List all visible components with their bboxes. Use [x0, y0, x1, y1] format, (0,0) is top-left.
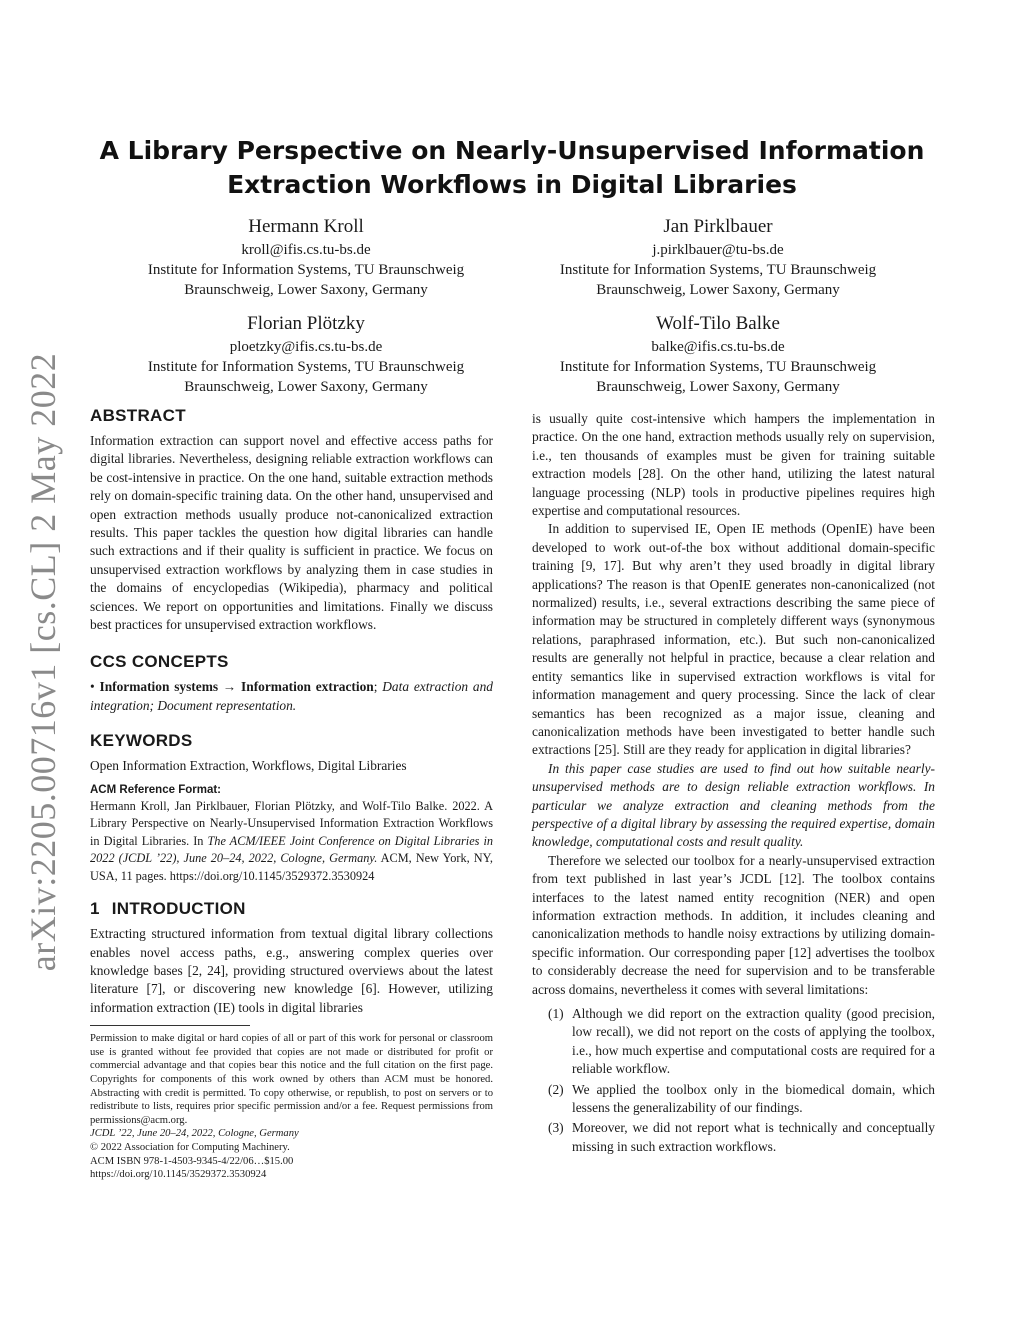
- intro-heading-text: INTRODUCTION: [111, 899, 246, 919]
- author-affiliation: Institute for Information Systems, TU Braunschweig: [559, 359, 877, 375]
- author-email: j.pirklbauer@tu-bs.de: [652, 242, 784, 258]
- intro-paragraph-1: Extracting structured information from textual digital library collections enables novel access paths, e.g., answering complex queries over knowledge bases [2, 24], providing structured overviews about the latest literature [7], or discovering new knowledge [6]. However, utilizing information extraction (IE) tools in digital libraries: [90, 926, 493, 1015]
- list-item-number: (3): [548, 1120, 564, 1136]
- author-name: Wolf-Tilo Balke: [656, 313, 780, 334]
- acm-reference-venue: The ACM/IEEE Joint Conference on Digital Libraries in 2022 (JCDL ’22), June 20–24, 2022, Cologne, Germany.: [90, 833, 494, 866]
- list-item: [532, 1005, 935, 1079]
- author-block-kroll: [96, 214, 516, 300]
- list-item-text: We applied the toolbox only in the biomedical domain, which lessens the generalizability of our findings.: [572, 1081, 935, 1116]
- title-line-1: A Library Perspective on Nearly-Unsupervised Information: [99, 136, 925, 165]
- intro-paragraph-4: Therefore we selected our toolbox for a nearly-unsupervised extraction from text published in last year’s JCDL [12]. The toolbox contains interfaces to the latest named entity recognition (NER) and open information extraction methods. In addition, it includes cleaning and canonicalization methods to handle noisy extractions by utilizing domain-specific information. Our corresponding paper [12] advertises the toolbox to considerably decrease the need for supervision and to be transferable across domains, nevertheless it comes with several limitations:: [532, 852, 935, 997]
- author-name: Hermann Kroll: [248, 216, 364, 237]
- ccs-italic: Data extraction and integration; Document representation.: [90, 679, 493, 713]
- author-name: Jan Pirklbauer: [663, 216, 773, 237]
- intro-paragraph-1-continued: is usually quite cost-intensive which hampers the implementation in practice. On the one hand, extraction methods usually rely on supervision, i.e., ten thousands of examples must be given for training suitable extraction models [28]. On the other hand, utilizing the latest natural language processing (NLP) tools in productive pipelines requires high expertise and computational resources.: [532, 411, 935, 519]
- list-item-number: (1): [548, 1006, 564, 1021]
- footnote-rule: [90, 1025, 250, 1026]
- keywords-text: Open Information Extraction, Workflows, Digital Libraries: [90, 758, 407, 774]
- intro-paragraph-2: In addition to supervised IE, Open IE methods (OpenIE) have been developed to work out-of-the box without additional domain-specific training [9, 17]. But why aren’t they used broadly in digital library applications? The reason is that OpenIE generates non-canonicalized (not normalized) results, i.e., several extractions describing the same piece of information may be structured in completely different ways (synonymous relations, paraphrased information, etc.). But such non-canonicalized results are generally not helpful in practice, because a clear relation and entity semantics like in supervised extraction workflows is vital for information management and query processing. Since the lack of clear semantics has been recognized as a major issue, cleaning and canonicalization methods have been investigated to better handle such extractions [25]. Still are they ready for application in digital libraries?: [532, 521, 935, 758]
- footer-conference: JCDL ’22, June 20–24, 2022, Cologne, Germany: [90, 1128, 299, 1140]
- author-location: Braunschweig, Lower Saxony, Germany: [184, 282, 428, 298]
- list-item: [532, 1119, 935, 1156]
- acm-reference-heading: ACM Reference Format:: [90, 783, 221, 796]
- author-block-pirklbauer: [508, 214, 928, 300]
- ccs-bullet: •: [90, 679, 95, 695]
- arxiv-identifier-text: arXiv:2205.00716v1 [cs.CL] 2 May 2022: [23, 352, 63, 972]
- list-item-number: (2): [548, 1081, 564, 1097]
- footer-isbn: ACM ISBN 978-1-4503-9345-4/22/06…$15.00: [90, 1155, 294, 1167]
- abstract-heading: ABSTRACT: [90, 406, 186, 425]
- author-block-balke: [508, 311, 928, 397]
- ccs-bold: Information systems → Information extraction: [99, 679, 374, 695]
- author-affiliation: Institute for Information Systems, TU Braunschweig: [559, 262, 877, 278]
- keywords-heading: KEYWORDS: [90, 731, 193, 751]
- limitations-list: [532, 1005, 935, 1156]
- author-location: Braunschweig, Lower Saxony, Germany: [184, 379, 428, 395]
- author-name: Florian Plötzky: [247, 313, 365, 334]
- acm-reference-part2: ACM, New York, NY, USA, 11 pages. https://doi.org/10.1145/3529372.3530924: [90, 851, 493, 883]
- acm-reference-text: [90, 798, 493, 886]
- right-column: [532, 410, 935, 1158]
- author-affiliation: Institute for Information Systems, TU Braunschweig: [147, 262, 465, 278]
- ccs-separator: ;: [373, 679, 383, 695]
- author-email: ploetzky@ifis.cs.tu-bs.de: [229, 339, 383, 355]
- footer-copyright: © 2022 Association for Computing Machinery.: [90, 1141, 290, 1153]
- list-item: [532, 1081, 935, 1118]
- arxiv-identifier: [15, 352, 71, 972]
- footer-doi: https://doi.org/10.1145/3529372.3530924: [90, 1169, 267, 1181]
- left-column: [90, 406, 493, 1182]
- ccs-heading: CCS CONCEPTS: [90, 652, 229, 672]
- permission-notice: Permission to make digital or hard copies of all or part of this work for personal or classroom use is granted without fee provided that copies are not made or distributed for profit or commercial advantage and that copies bear this notice and the full citation on the first page. Copyrights for components of this work owned by others than ACM must be honored. Abstracting with credit is permitted. To copy otherwise, or republish, to post on servers or to redistribute to lists, requires prior specific permission and/or a fee. Request permissions from permissions@acm.org.: [90, 1033, 493, 1126]
- paper-title: [90, 134, 934, 202]
- author-affiliation: Institute for Information Systems, TU Braunschweig: [147, 359, 465, 375]
- intro-heading: [90, 899, 493, 919]
- list-item-text: Although we did report on the extraction quality (good precision, low recall), we did not report on the costs of applying the toolbox, i.e., how much expertise and computational costs are required for a reliable workflow.: [572, 1006, 935, 1077]
- acm-reference-part1: Hermann Kroll, Jan Pirklbauer, Florian Plötzky, and Wolf-Tilo Balke. 2022. A Library Perspective on Nearly-Unsupervised Information Extraction Workflows in Digital Libraries. In: [90, 798, 493, 848]
- title-line-2: Extraction Workflows in Digital Libraries: [227, 170, 797, 199]
- author-email: kroll@ifis.cs.tu-bs.de: [241, 242, 371, 258]
- ccs-concepts: [90, 678, 493, 715]
- abstract-text: Information extraction can support novel and effective access paths for digital libraries. Nevertheless, designing reliable extraction workflows can be cost-intensive in practice. On the one hand, suitable extraction methods rely on domain-specific training data. On the other hand, unsupervised and open extraction methods usually produce not-canonicalized extraction results. This paper tackles the question how digital libraries can handle such extractions and if their quality is sufficient in practice. We focus on unsupervised extraction workflows by analyzing them in case studies in the domains of encyclopedias (Wikipedia), pharmacy and political sciences. We report on opportunities and limitations. Finally we discuss best practices for unsupervised extraction workflows.: [90, 433, 493, 633]
- author-email: balke@ifis.cs.tu-bs.de: [651, 339, 785, 355]
- author-location: Braunschweig, Lower Saxony, Germany: [596, 379, 840, 395]
- intro-section-number: 1: [90, 899, 100, 919]
- list-item-text: Moreover, we did not report what is technically and conceptually missing in such extraction workflows.: [572, 1120, 935, 1154]
- author-block-ploetzky: [96, 311, 516, 397]
- intro-paragraph-3: In this paper case studies are used to find out how suitable nearly-unsupervised methods are to design reliable extraction workflows. In particular we analyze extraction and cleaning methods from the perspective of a digital library by assessing the required expertise, domain knowledge, computational costs and result quality.: [532, 760, 935, 850]
- author-location: Braunschweig, Lower Saxony, Germany: [596, 282, 840, 298]
